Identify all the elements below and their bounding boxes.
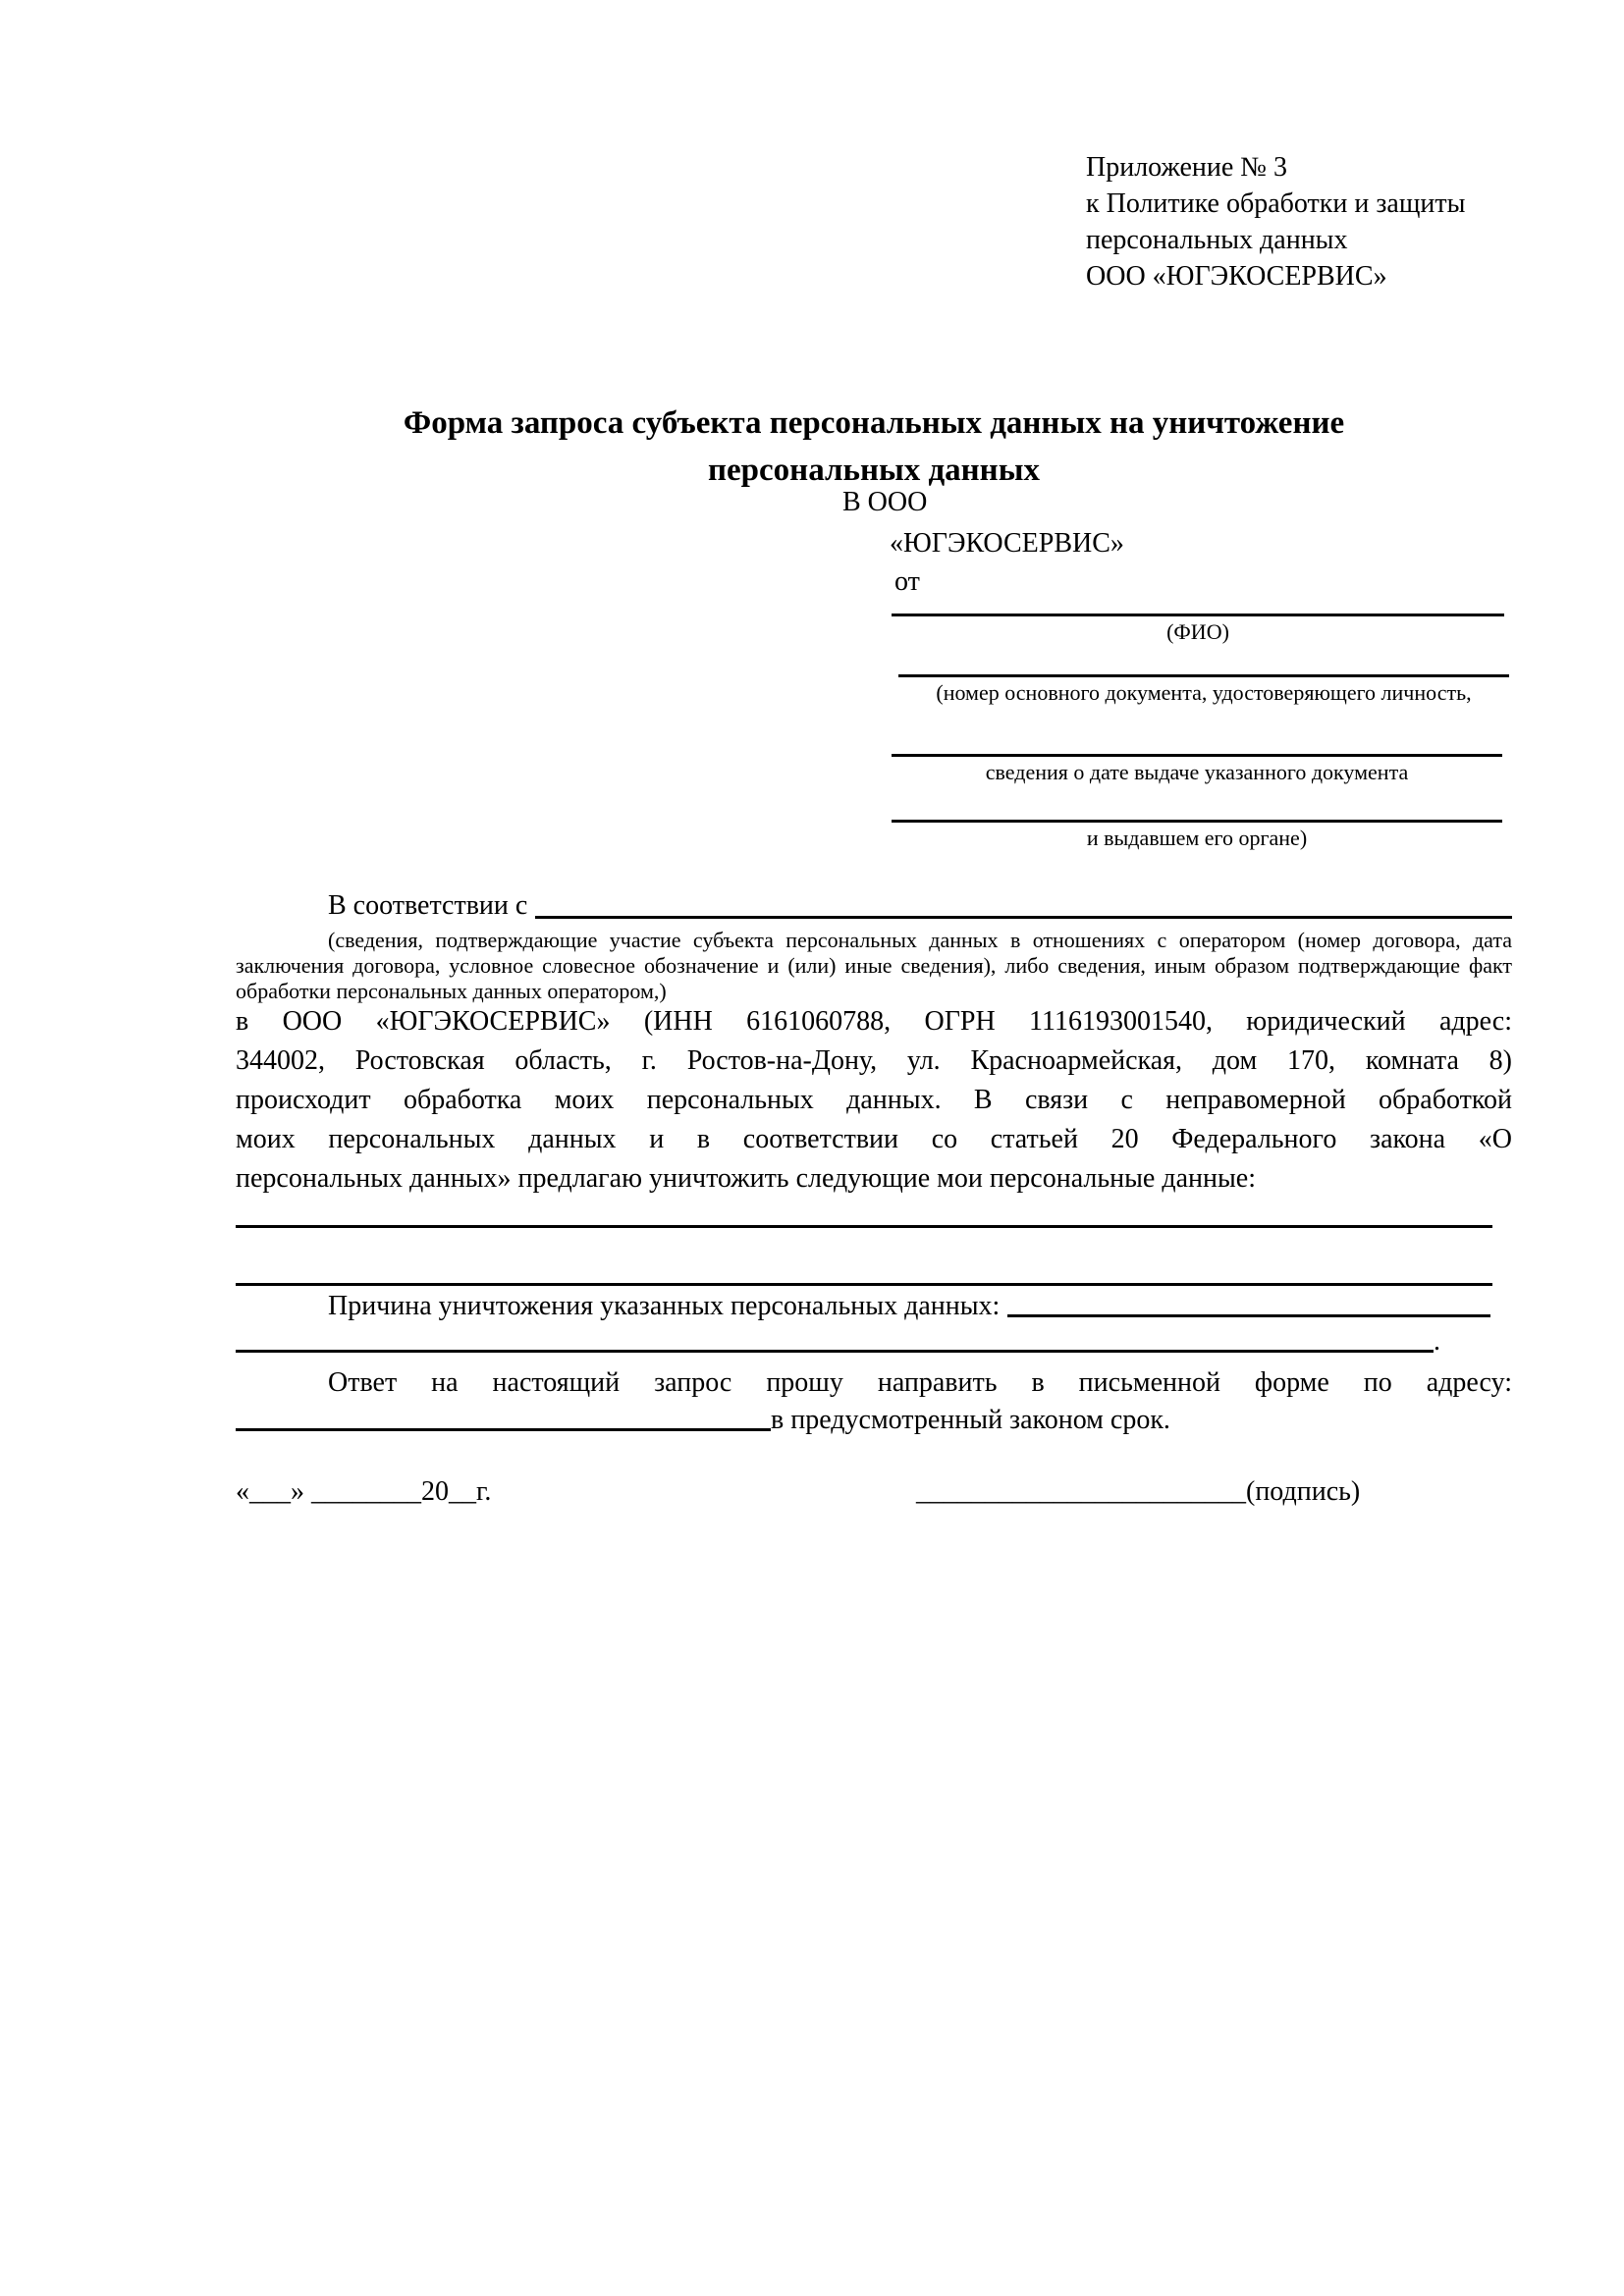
reason-continuation-row bbox=[236, 1327, 1512, 1357]
reason-blank-line bbox=[1007, 1314, 1490, 1317]
appendix-line: к Политике обработки и защиты bbox=[1086, 188, 1466, 219]
reason-label: Причина уничтожения указанных персональных данных: bbox=[328, 1291, 1001, 1321]
title-line: персональных данных bbox=[708, 453, 1040, 488]
accordance-row bbox=[236, 889, 1512, 923]
body-line: моих персональных данных и в соответствии со статьей 20 Федерального закона «О bbox=[236, 1124, 1512, 1154]
accordance-note bbox=[236, 928, 1512, 1004]
body-line: в ООО «ЮГЭКОСЕРВИС» (ИНН 6161060788, ОГРН 1116193001540, юридический адрес: bbox=[236, 1006, 1512, 1037]
appendix-header bbox=[1086, 149, 1538, 294]
address-blank-line bbox=[236, 1428, 771, 1431]
body-paragraph bbox=[236, 1002, 1512, 1199]
note-line: заключения договора, условное словесное обозначение и (или) иные сведения), либо сведения, иным образом подтверждающие факт bbox=[236, 953, 1512, 978]
body-line: персональных данных» предлагаю уничтожить следующие мои персональные данные: bbox=[236, 1163, 1256, 1194]
appendix-line: ООО «ЮГЭКОСЕРВИС» bbox=[1086, 261, 1387, 292]
issue-date-blank-line bbox=[892, 754, 1502, 757]
signature-field bbox=[916, 1476, 1360, 1508]
response-line: Ответ на настоящий запрос прошу направить в письменной форме по адресу: bbox=[328, 1367, 1512, 1398]
reason-period: . bbox=[1434, 1326, 1440, 1357]
date-field: «___» ________20__г. bbox=[236, 1476, 492, 1507]
note-line: обработки персональных данных оператором,) bbox=[236, 979, 667, 1003]
document-title bbox=[236, 400, 1512, 494]
data-blank-line-1 bbox=[236, 1225, 1492, 1228]
recipient-org-name: «ЮГЭКОСЕРВИС» bbox=[890, 528, 1124, 559]
issuing-authority-caption: и выдавшем его органе) bbox=[1086, 826, 1308, 850]
title-line: Форма запроса субъекта персональных данных на уничтожение bbox=[403, 405, 1345, 441]
data-blank-line-2 bbox=[236, 1283, 1492, 1286]
accordance-blank-line bbox=[535, 916, 1512, 919]
response-tail: в предусмотренный законом срок. bbox=[771, 1405, 1170, 1435]
signature-blank-line: ________________________ bbox=[916, 1476, 1246, 1507]
body-line: происходит обработка моих персональных данных. В связи с неправомерной обработкой bbox=[236, 1085, 1512, 1115]
issuing-authority-blank-line bbox=[892, 820, 1502, 823]
body-line: 344002, Ростовская область, г. Ростов-на-Дону, ул. Красноармейская, дом 170, комната 8) bbox=[236, 1045, 1512, 1076]
reason-row bbox=[236, 1292, 1490, 1321]
accordance-lead: В соответствии с bbox=[328, 890, 528, 921]
response-address-row bbox=[236, 1406, 1512, 1435]
reason-blank-line-2 bbox=[236, 1350, 1434, 1353]
fio-caption: (ФИО) bbox=[1166, 619, 1229, 644]
document-number-caption: (номер основного документа, удостоверяющего личность, bbox=[936, 680, 1472, 705]
recipient-from-label: от bbox=[894, 566, 920, 597]
signature-row bbox=[236, 1476, 1512, 1508]
fio-blank-line bbox=[892, 614, 1504, 616]
appendix-line: персональных данных bbox=[1086, 225, 1348, 255]
signature-caption: (подпись) bbox=[1246, 1476, 1361, 1507]
issue-date-caption: сведения о дате выдаче указанного документа bbox=[985, 760, 1409, 784]
recipient-org-prefix: В ООО bbox=[842, 487, 928, 517]
appendix-line: Приложение № 3 bbox=[1086, 152, 1287, 183]
document-number-blank-line bbox=[898, 674, 1509, 677]
note-line: (сведения, подтверждающие участие субъекта персональных данных в отношениях с оператором (номер договора, дата bbox=[328, 928, 1512, 952]
